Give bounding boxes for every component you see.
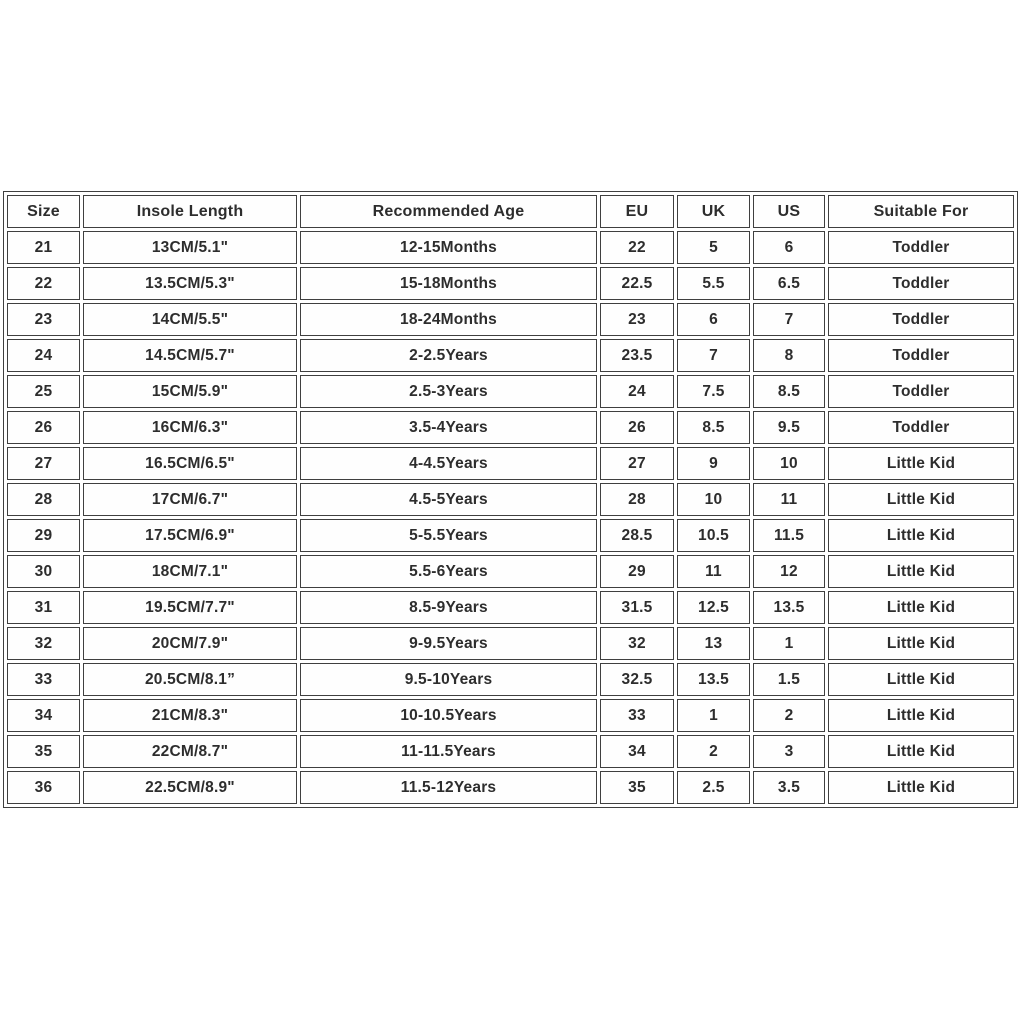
cell-eu: 28.5	[600, 519, 674, 552]
table-row	[7, 591, 1014, 624]
cell-size: 21	[7, 231, 80, 264]
table-row	[7, 663, 1014, 696]
cell-us: 6.5	[753, 267, 825, 300]
cell-age: 9.5-10Years	[300, 663, 597, 696]
cell-size: 22	[7, 267, 80, 300]
cell-size: 26	[7, 411, 80, 444]
cell-size: 33	[7, 663, 80, 696]
table-row	[7, 699, 1014, 732]
cell-age: 4.5-5Years	[300, 483, 597, 516]
cell-uk: 2	[677, 735, 750, 768]
cell-insole: 13.5CM/5.3"	[83, 267, 297, 300]
table-row	[7, 231, 1014, 264]
cell-us: 1	[753, 627, 825, 660]
cell-size: 30	[7, 555, 80, 588]
cell-age: 10-10.5Years	[300, 699, 597, 732]
cell-size: 28	[7, 483, 80, 516]
cell-suitable: Little Kid	[828, 663, 1014, 696]
cell-size: 34	[7, 699, 80, 732]
column-header-us: US	[753, 195, 825, 228]
cell-age: 11-11.5Years	[300, 735, 597, 768]
cell-age: 5.5-6Years	[300, 555, 597, 588]
cell-uk: 13.5	[677, 663, 750, 696]
cell-age: 12-15Months	[300, 231, 597, 264]
column-header-suitable: Suitable For	[828, 195, 1014, 228]
cell-eu: 33	[600, 699, 674, 732]
table-row	[7, 627, 1014, 660]
cell-insole: 16CM/6.3"	[83, 411, 297, 444]
cell-suitable: Little Kid	[828, 483, 1014, 516]
table-row	[7, 735, 1014, 768]
cell-uk: 1	[677, 699, 750, 732]
table-row	[7, 447, 1014, 480]
cell-insole: 20.5CM/8.1”	[83, 663, 297, 696]
cell-insole: 21CM/8.3"	[83, 699, 297, 732]
cell-us: 13.5	[753, 591, 825, 624]
cell-uk: 5	[677, 231, 750, 264]
cell-age: 2-2.5Years	[300, 339, 597, 372]
cell-size: 25	[7, 375, 80, 408]
cell-eu: 31.5	[600, 591, 674, 624]
cell-eu: 27	[600, 447, 674, 480]
cell-eu: 26	[600, 411, 674, 444]
column-header-age: Recommended Age	[300, 195, 597, 228]
cell-size: 23	[7, 303, 80, 336]
cell-us: 7	[753, 303, 825, 336]
cell-uk: 11	[677, 555, 750, 588]
cell-uk: 10.5	[677, 519, 750, 552]
cell-eu: 32.5	[600, 663, 674, 696]
cell-eu: 23	[600, 303, 674, 336]
cell-uk: 7	[677, 339, 750, 372]
cell-suitable: Toddler	[828, 267, 1014, 300]
cell-age: 5-5.5Years	[300, 519, 597, 552]
cell-uk: 2.5	[677, 771, 750, 804]
table-row	[7, 375, 1014, 408]
cell-eu: 24	[600, 375, 674, 408]
cell-suitable: Toddler	[828, 375, 1014, 408]
cell-suitable: Little Kid	[828, 555, 1014, 588]
cell-us: 11.5	[753, 519, 825, 552]
cell-insole: 22.5CM/8.9"	[83, 771, 297, 804]
table-row	[7, 483, 1014, 516]
cell-age: 15-18Months	[300, 267, 597, 300]
table-row	[7, 411, 1014, 444]
cell-uk: 7.5	[677, 375, 750, 408]
cell-age: 11.5-12Years	[300, 771, 597, 804]
cell-us: 9.5	[753, 411, 825, 444]
cell-suitable: Little Kid	[828, 699, 1014, 732]
table-row	[7, 339, 1014, 372]
cell-insole: 19.5CM/7.7"	[83, 591, 297, 624]
cell-size: 27	[7, 447, 80, 480]
column-header-uk: UK	[677, 195, 750, 228]
column-header-eu: EU	[600, 195, 674, 228]
cell-uk: 13	[677, 627, 750, 660]
cell-us: 6	[753, 231, 825, 264]
cell-size: 24	[7, 339, 80, 372]
cell-suitable: Toddler	[828, 339, 1014, 372]
cell-eu: 34	[600, 735, 674, 768]
cell-eu: 22	[600, 231, 674, 264]
cell-us: 3	[753, 735, 825, 768]
table-row	[7, 267, 1014, 300]
cell-insole: 22CM/8.7"	[83, 735, 297, 768]
cell-us: 1.5	[753, 663, 825, 696]
cell-suitable: Toddler	[828, 231, 1014, 264]
cell-age: 3.5-4Years	[300, 411, 597, 444]
cell-insole: 15CM/5.9"	[83, 375, 297, 408]
cell-insole: 13CM/5.1"	[83, 231, 297, 264]
table-header-row	[7, 195, 1014, 228]
cell-size: 31	[7, 591, 80, 624]
column-header-insole: Insole Length	[83, 195, 297, 228]
cell-suitable: Little Kid	[828, 519, 1014, 552]
cell-age: 8.5-9Years	[300, 591, 597, 624]
cell-eu: 32	[600, 627, 674, 660]
cell-eu: 23.5	[600, 339, 674, 372]
table-row	[7, 771, 1014, 804]
cell-uk: 12.5	[677, 591, 750, 624]
cell-suitable: Little Kid	[828, 771, 1014, 804]
cell-uk: 9	[677, 447, 750, 480]
cell-suitable: Little Kid	[828, 447, 1014, 480]
cell-us: 11	[753, 483, 825, 516]
cell-age: 2.5-3Years	[300, 375, 597, 408]
cell-us: 8	[753, 339, 825, 372]
column-header-size: Size	[7, 195, 80, 228]
cell-uk: 6	[677, 303, 750, 336]
cell-insole: 16.5CM/6.5"	[83, 447, 297, 480]
cell-uk: 8.5	[677, 411, 750, 444]
cell-eu: 35	[600, 771, 674, 804]
table-row	[7, 519, 1014, 552]
cell-us: 10	[753, 447, 825, 480]
cell-age: 18-24Months	[300, 303, 597, 336]
cell-suitable: Toddler	[828, 303, 1014, 336]
cell-insole: 17CM/6.7"	[83, 483, 297, 516]
cell-insole: 18CM/7.1"	[83, 555, 297, 588]
cell-suitable: Toddler	[828, 411, 1014, 444]
cell-us: 2	[753, 699, 825, 732]
cell-us: 12	[753, 555, 825, 588]
cell-size: 29	[7, 519, 80, 552]
cell-eu: 29	[600, 555, 674, 588]
cell-insole: 14CM/5.5"	[83, 303, 297, 336]
cell-insole: 14.5CM/5.7"	[83, 339, 297, 372]
cell-age: 9-9.5Years	[300, 627, 597, 660]
cell-suitable: Little Kid	[828, 627, 1014, 660]
cell-size: 36	[7, 771, 80, 804]
cell-insole: 20CM/7.9"	[83, 627, 297, 660]
cell-us: 8.5	[753, 375, 825, 408]
table-row	[7, 303, 1014, 336]
cell-suitable: Little Kid	[828, 735, 1014, 768]
cell-age: 4-4.5Years	[300, 447, 597, 480]
cell-size: 32	[7, 627, 80, 660]
cell-eu: 22.5	[600, 267, 674, 300]
table-row	[7, 555, 1014, 588]
size-chart-table	[3, 191, 1018, 808]
cell-size: 35	[7, 735, 80, 768]
cell-us: 3.5	[753, 771, 825, 804]
cell-uk: 10	[677, 483, 750, 516]
cell-eu: 28	[600, 483, 674, 516]
cell-suitable: Little Kid	[828, 591, 1014, 624]
cell-insole: 17.5CM/6.9"	[83, 519, 297, 552]
cell-uk: 5.5	[677, 267, 750, 300]
